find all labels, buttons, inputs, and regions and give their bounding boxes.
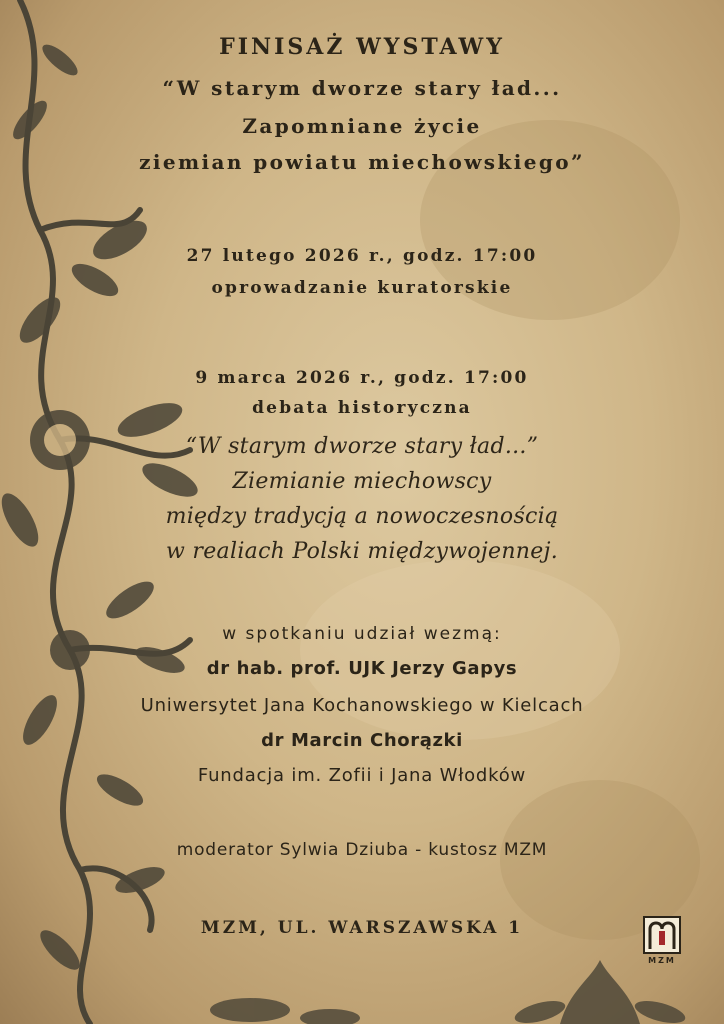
logo-text: MZM [648, 956, 676, 965]
participants-intro: w spotkaniu udział wezmą: [222, 624, 502, 644]
address: MZM, UL. WARSZAWSKA 1 [200, 918, 524, 938]
participant-2-affiliation: Fundacja im. Zofii i Jana Włodków [197, 765, 527, 786]
event-2-date: 9 marca 2026 r., godz. 17:00 [195, 368, 529, 388]
participant-1-name: dr hab. prof. UJK Jerzy Gapys [206, 658, 518, 679]
debate-title-line-1: “W starym dworze stary ład...” [185, 434, 539, 459]
exhibition-title-line-3: ziemian powiatu miechowskiego” [139, 150, 585, 174]
event-1-date: 27 lutego 2026 r., godz. 17:00 [186, 246, 538, 266]
poster-title: FINISAŻ WYSTAWY [219, 34, 505, 60]
participant-1-affiliation: Uniwersytet Jana Kochanowskiego w Kielcach [140, 695, 584, 716]
exhibition-title-line-1: “W starym dworze stary ład... [162, 76, 562, 100]
moderator: moderator Sylwia Dziuba - kustosz MZM [176, 840, 548, 860]
participant-2-name: dr Marcin Chorązki [261, 730, 463, 751]
event-1-type: oprowadzanie kuratorskie [211, 278, 513, 298]
debate-title-line-2: Ziemianie miechowscy [232, 469, 492, 494]
exhibition-title-line-2: Zapomniane życie [242, 114, 482, 138]
event-2-type: debata historyczna [252, 398, 472, 418]
debate-title-line-4: w realiach Polski międzywojennej. [166, 539, 558, 564]
debate-title-line-3: między tradycją a nowoczesnością [165, 504, 559, 529]
